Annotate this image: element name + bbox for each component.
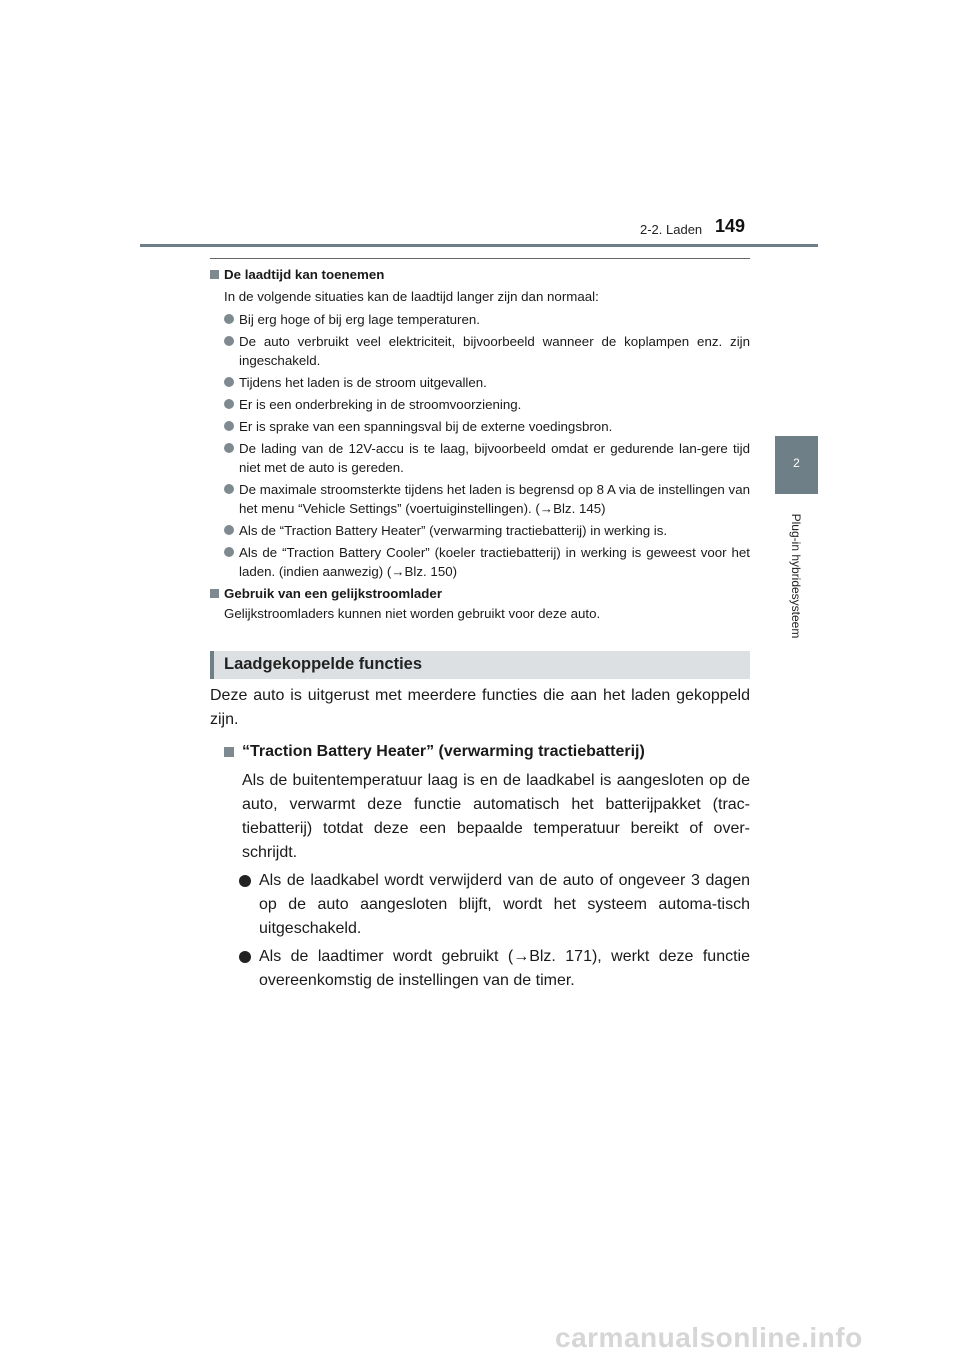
note-title: De laadtijd kan toenemen [210,265,750,284]
page-number: 149 [715,216,746,236]
note-bullet: Bij erg hoge of bij erg lage temperaturen. [210,310,750,329]
chapter-tab [775,436,818,494]
intro-paragraph: Deze auto is uitgerust met meerdere functies die aan het laden gekoppeld zijn. [210,687,750,728]
note-paragraph: In de volgende situaties kan de laadtijd langer zijn dan normaal: [224,289,599,304]
top-divider [210,258,750,259]
note-bullet: Er is sprake van een spanningsval bij de externe voedingsbron. [210,417,750,436]
section-title: 2-2. Laden [640,222,703,237]
chapter-number: 2 [793,456,800,470]
section-heading-text: Laadgekoppelde functies [224,655,423,673]
note-bullet: Als de “Traction Battery Cooler” (koeler tractiebatterij) in werking is geweest voor het laden. (indien aanwezig) (→Blz. 150) [210,543,750,581]
note-bullet: De lading van de 12V-accu is te laag, bijvoorbeeld omdat er gedurende lan-gere tijd niet met de auto is gereden. [210,439,750,477]
subsection-bullet: Als de laadkabel wordt verwijderd van de auto of ongeveer 3 dagen op de auto aangesloten blijft, wordt het systeem automa-tisch uitgeschakeld. [210,869,750,941]
subsection-paragraph: Als de buitentemperatuur laag is en de laadkabel is aangesloten op de auto, verwarmt deze functie automatisch het batterijpakket (trac-tiebatterij) totdat deze een bepaalde temperatuur bereikt of over-schrijdt. [242,772,750,861]
info-notes [210,265,750,623]
note-bullet: Als de “Traction Battery Heater” (verwarming tractiebatterij) in werking is. [210,521,750,540]
note-title: Gebruik van een gelijkstroomlader [210,584,750,603]
watermark: carmanualsonline.info [555,1322,863,1353]
header-divider [140,244,818,247]
subsection-title: “Traction Battery Heater” (verwarming tractiebatterij) [210,740,750,764]
note-bullet: De auto verbruikt veel elektriciteit, bijvoorbeeld wanneer de koplampen enz. zijn ingeschakeld. [210,332,750,370]
note-paragraph: Gelijkstroomladers kunnen niet worden gebruikt voor deze auto. [224,606,601,621]
note-bullet: Tijdens het laden is de stroom uitgevallen. [210,373,750,392]
note-bullet: Er is een onderbreking in de stroomvoorziening. [210,395,750,414]
main-content [210,684,750,993]
chapter-label: Plug-in hybridesysteem [789,513,803,639]
note-bullet: De maximale stroomsterkte tijdens het laden is begrensd op 8 A via de instellingen van het menu “Vehicle Settings” (voertuiginstellingen). (→Blz. 145) [210,480,750,518]
section-heading [210,651,750,679]
subsection-bullet: Als de laadtimer wordt gebruikt (→Blz. 171), werkt deze functie overeenkomstig de instellingen van de timer. [210,945,750,993]
